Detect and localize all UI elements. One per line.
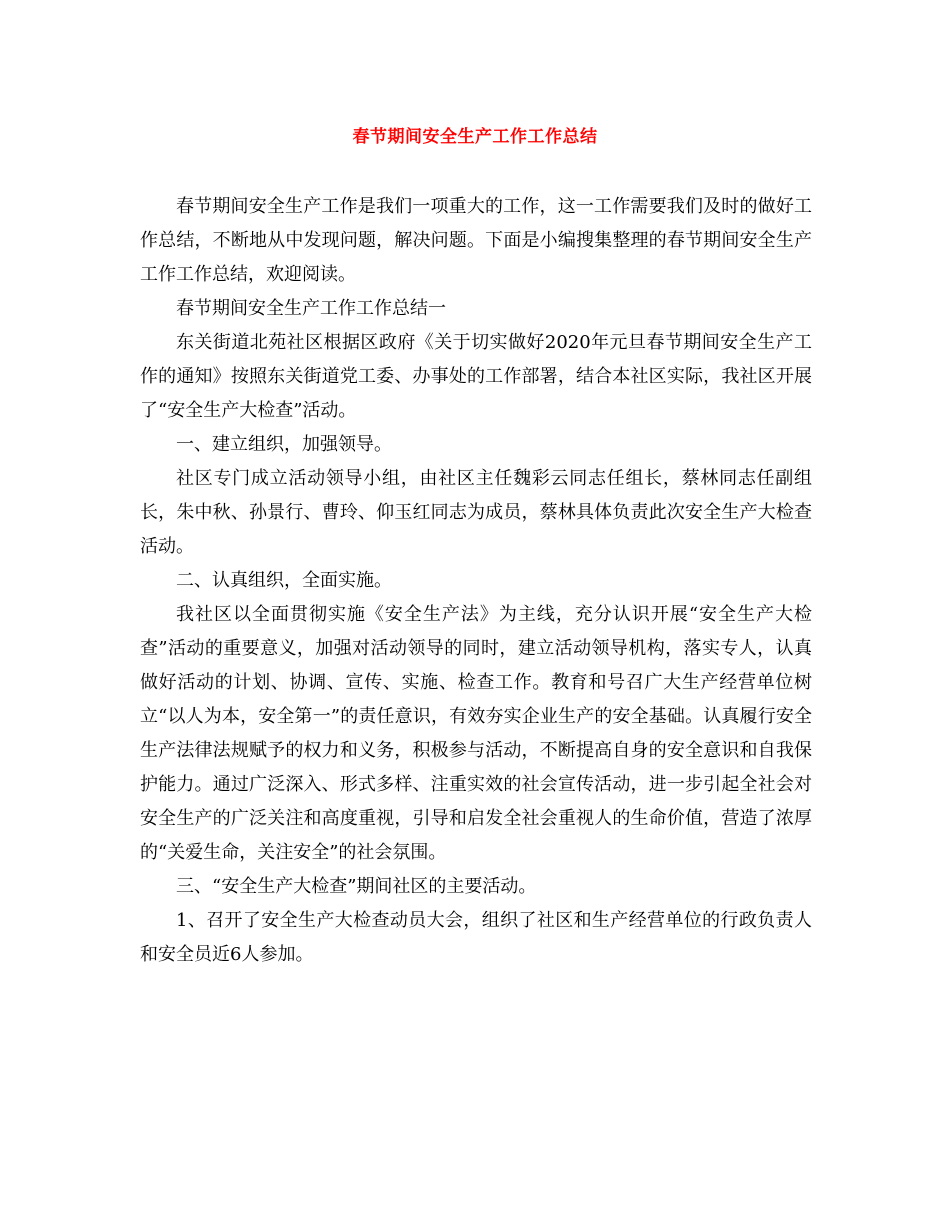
paragraph-background: 东关街道北苑社区根据区政府《关于切实做好2020年元旦春节期间安全生产工作的通知》按照东关街道党工委、办事处的工作部署，结合本社区实际，我社区开展了“安全生产大检查”活动。 <box>140 332 812 421</box>
paragraph-implementation: 我社区以全面贯彻实施《安全生产法》为主线，充分认识开展“安全生产大检查”活动的重要意义，加强对活动领导的同时，建立活动领导机构，落实专人，认真做好活动的计划、协调、宣传、实施、检查工作。教育和号召广大生产经营单位树立“以人为本，安全第一”的责任意识，有效夯实企业生产的安全基础。认真履行安全生产法律法规赋予的权力和义务，积极参与活动，不断提高自身的安全意识和自我保护能力。通过广泛深入、形式多样、注重实效的社会宣传活动，进一步引起全社会对安全生产的广泛关注和高度重视，引导和启发全社会重视人的生命价值，营造了浓厚的“关爱生命，关注安全”的社会氛围。 <box>140 604 812 863</box>
document-title: 春节期间安全生产工作工作总结 <box>352 127 598 147</box>
paragraph-heading-1: 一、建立组织，加强领导。 <box>176 434 392 455</box>
paragraph-activity-1: 1、召开了安全生产大检查动员大会，组织了社区和生产经营单位的行政负责人和安全员近6人参加。 <box>140 910 812 965</box>
paragraph-heading-2: 二、认真组织，全面实施。 <box>176 570 392 591</box>
paragraph-section-heading: 春节期间安全生产工作工作总结一 <box>176 298 446 319</box>
document-body <box>140 190 812 972</box>
paragraph-heading-3: 三、“安全生产大检查”期间社区的主要活动。 <box>176 876 537 897</box>
paragraph-organization: 社区专门成立活动领导小组，由社区主任魏彩云同志任组长，蔡林同志任副组长，朱中秋、孙景行、曹玲、仰玉红同志为成员，蔡林具体负责此次安全生产大检查活动。 <box>140 468 812 557</box>
paragraph-intro: 春节期间安全生产工作是我们一项重大的工作，这一工作需要我们及时的做好工作总结，不断地从中发现问题，解决问题。下面是小编搜集整理的春节期间安全生产工作工作总结，欢迎阅读。 <box>140 196 812 285</box>
